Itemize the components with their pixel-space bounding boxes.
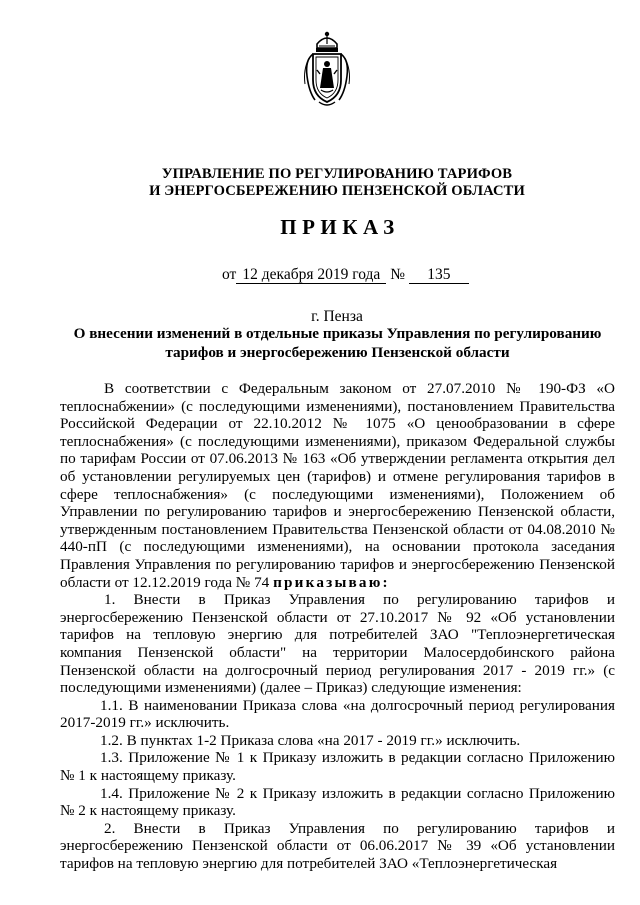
preamble-paragraph: [60, 380, 615, 591]
item-1-3-paragraph: 1.3. Приложение № 1 к Приказу изложить в редакции согласно Приложению № 1 к настоящему приказу.: [60, 749, 615, 785]
order-number: 135: [409, 266, 469, 284]
date-prefix: от: [222, 266, 237, 283]
item-1-4-paragraph: 1.4. Приложение № 2 к Приказу изложить в редакции согласно Приложению № 2 к настоящему приказу.: [60, 784, 615, 820]
date-number-line: [222, 266, 469, 284]
item-1-1-paragraph: 1.1. В наименовании Приказа слова «на долгосрочный период регулирования 2017-2019 гг.» исключить.: [60, 696, 615, 732]
item-1-2-paragraph: 1.2. В пунктах 1-2 Приказа слова «на 2017 - 2019 гг.» исключить.: [100, 731, 521, 749]
order-word: приказываю:: [273, 573, 390, 591]
item-1-paragraph: 1. Внести в Приказ Управления по регулированию тарифов и энергосбережению Пензенской области от 27.10.2017 № 92 «Об установлении тарифов на тепловую энергию для потребителей ЗАО "Теплоэнергетическая компания Пензенской области" на территории Малосердобинского района Пензенской области на долгосрочный период регулирования 2017 - 2019 гг.» (с последующими изменениями) (далее – Приказ) следующие изменения:: [60, 591, 615, 697]
preamble-text: В соответствии с Федеральным законом от 27.07.2010 № 190-ФЗ «О теплоснабжении» (с последующими изменениями), постановлением Правительства Российской Федерации от 22.10.2012 № 1075 «О ценообразовании в сфере теплоснабжения» (с последующими изменениями), приказом Федеральной службы по тарифам России от 07.06.2013 № 163 «Об утверждении регламента открытия дел об установлении регулируемых цен (тарифов) и отмене регулирования тарифов в сфере теплоснабжения» (с последующими изменениями), Положением об Управлении по регулированию тарифов и энергосбережению Пензенской области, утвержденным постановлением Правительства Пензенской области от 04.08.2010 № 440-пП (с последующими изменениями), на основании протокола заседания Правления Управления по регулированию тарифов и энергосбережению Пензенской области от 12.12.2019 года № 74: [60, 380, 615, 591]
order-subject: О внесении изменений в отдельные приказы Управления по регулированию тарифов и энергосбережению Пензенской области: [73, 325, 602, 361]
organization-name-line2: И ЭНЕРГОСБЕРЕЖЕНИЮ ПЕНЗЕНСКОЙ ОБЛАСТИ: [149, 183, 525, 199]
document-type-title: ПРИКАЗ: [280, 215, 400, 239]
number-sign: №: [390, 266, 405, 283]
organization-name-line1: УПРАВЛЕНИЕ ПО РЕГУЛИРОВАНИЮ ТАРИФОВ: [161, 166, 513, 182]
item-2-paragraph: 2. Внести в Приказ Управления по регулированию тарифов и энергосбережению Пензенской области от 06.06.2017 № 39 «Об установлении тарифов на тепловую энергию для потребителей ЗАО «Теплоэнергетическая: [60, 819, 615, 873]
city-name: г. Пенза: [311, 308, 363, 325]
order-body: [60, 380, 615, 873]
order-date: 12 декабря 2019 года: [236, 266, 386, 284]
coat-of-arms-emblem: [299, 30, 355, 108]
